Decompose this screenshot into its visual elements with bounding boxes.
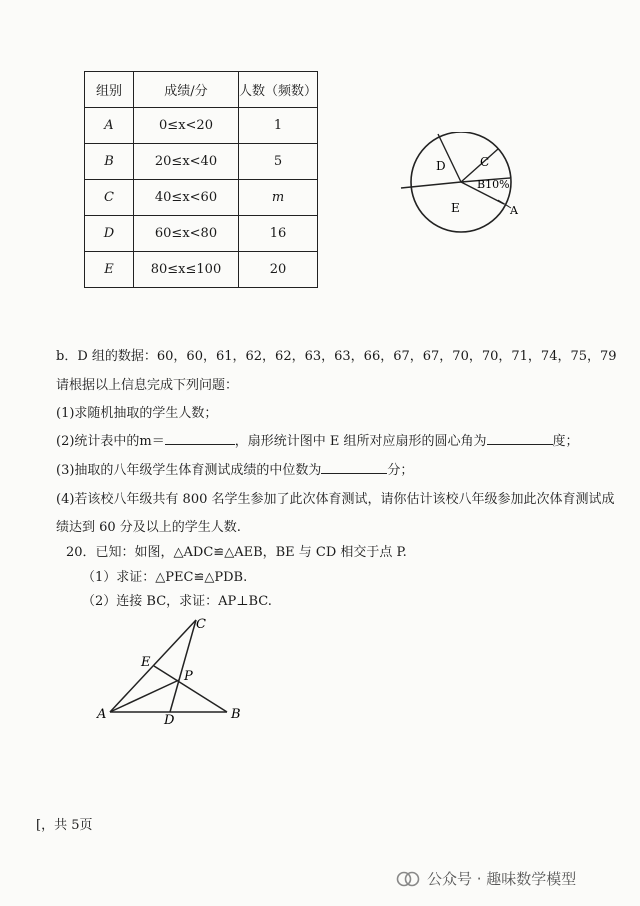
table-row [85, 108, 318, 144]
vertex-label-e: E [141, 655, 151, 670]
cell-range: 20≤x<40 [134, 144, 239, 180]
frequency-table [84, 71, 318, 288]
cell-group: C [85, 180, 134, 216]
pie-chart [400, 132, 540, 242]
answer-blank-m [165, 431, 235, 445]
table-header-row [85, 72, 318, 108]
table-row [85, 252, 318, 288]
answer-blank-angle [487, 431, 553, 445]
segment-ap [110, 680, 179, 712]
table-row [85, 144, 318, 180]
watermark [395, 868, 576, 889]
pie-divider-ed [401, 182, 461, 188]
cell-count: 5 [239, 144, 318, 180]
table-row [85, 180, 318, 216]
page-footer: [，共 5页 [36, 818, 93, 833]
vertex-label-c: C [196, 617, 206, 632]
cell-count: m [239, 180, 318, 216]
question-4-line-1: (4)若该校八年级共有 800 名学生参加了此次体育测试，请你估计该校八年级参加此次体育测试成 [56, 492, 615, 507]
cell-count: 1 [239, 108, 318, 144]
pie-label-c: C [480, 155, 490, 169]
table-row [85, 216, 318, 252]
pie-divider-dc [438, 134, 461, 182]
question-2-part-b: ，扇形统计图中 E 组所对应扇形的圆心角为 [234, 434, 487, 449]
header-score: 成绩/分 [134, 72, 239, 108]
answer-blank-median [321, 460, 387, 474]
instruction-line: 请根据以上信息完成下列问题： [56, 378, 239, 393]
vertex-label-d: D [164, 713, 175, 725]
data-b-line: b．D 组的数据：60，60，61，62，62，63，63，66，67，67，70，70，71，74，75，79 [56, 349, 617, 364]
question-3 [56, 459, 413, 478]
cell-range: 0≤x<20 [134, 108, 239, 144]
header-group: 组别 [85, 72, 134, 108]
cell-group: E [85, 252, 134, 288]
watermark-text: 公众号 · 趣味数学模型 [427, 870, 577, 888]
question-2-part-c: 度； [552, 434, 579, 449]
vertex-label-p: P [184, 669, 193, 684]
wechat-logo-icon [395, 870, 421, 888]
question-3-part-a: (3)抽取的八年级学生体育测试成绩的中位数为 [56, 463, 322, 478]
question-1: (1)求随机抽取的学生人数； [56, 406, 218, 421]
cell-range: 40≤x<60 [134, 180, 239, 216]
question-2 [56, 430, 579, 449]
cell-group: B [85, 144, 134, 180]
cell-range: 80≤x≤100 [134, 252, 239, 288]
problem-20-stem: 20．已知：如图，△ADC≌△AEB，BE 与 CD 相交于点 P. [66, 545, 407, 560]
question-3-part-b: 分； [387, 463, 414, 478]
geometry-figure [92, 610, 252, 725]
pie-label-e: E [451, 201, 460, 215]
question-4-line-2: 绩达到 60 分及以上的学生人数. [56, 520, 241, 535]
problem-20-part-1: （1）求证：△PEC≌△PDB. [82, 570, 248, 585]
header-count: 人数（频数） [239, 72, 318, 108]
cell-group: A [85, 108, 134, 144]
question-2-part-a: (2)统计表中的m＝ [56, 434, 165, 449]
cell-range: 60≤x<80 [134, 216, 239, 252]
cell-group: D [85, 216, 134, 252]
pie-label-b: B10% [477, 178, 510, 191]
cell-count: 20 [239, 252, 318, 288]
pie-label-a: A [510, 204, 518, 217]
problem-20-part-2: （2）连接 BC，求证：AP⊥BC. [82, 594, 272, 609]
pie-label-d: D [436, 159, 446, 173]
vertex-label-b: B [231, 707, 241, 722]
vertex-label-a: A [97, 707, 107, 722]
cell-count: 16 [239, 216, 318, 252]
